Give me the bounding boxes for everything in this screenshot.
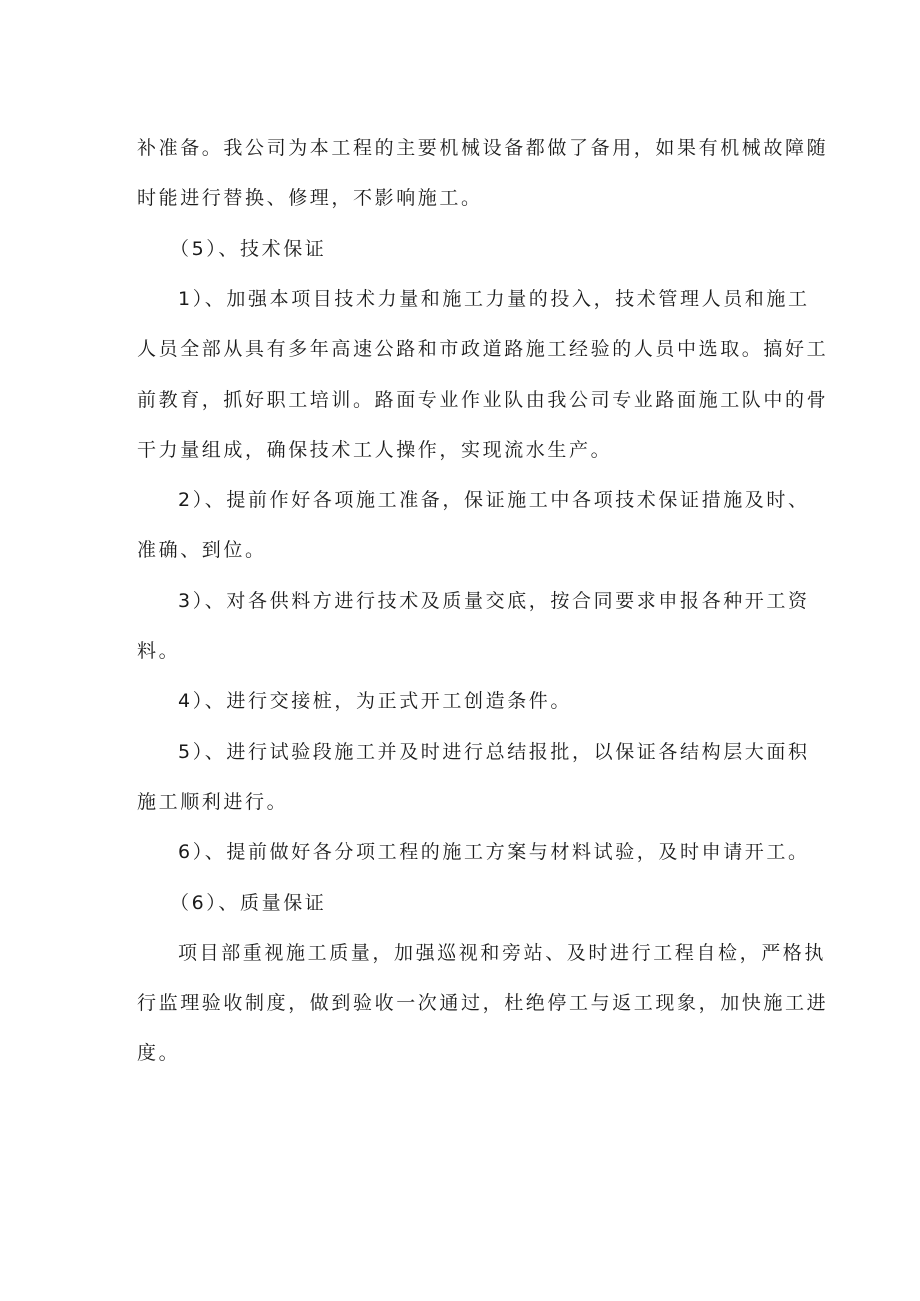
paragraph-line: 人员全部从具有多年高速公路和市政道路施工经验的人员中选取。搞好工 [137, 338, 829, 360]
paragraph-line: 6）、提前做好各分项工程的施工方案与材料试验，及时申请开工。 [178, 841, 810, 863]
paragraph-line: 3）、对各供料方进行技术及质量交底，按合同要求申报各种开工资 [178, 590, 810, 612]
section-heading: （5）、技术保证 [170, 238, 327, 260]
paragraph-line: 度。 [137, 1042, 181, 1064]
paragraph-line: 施工顺利进行。 [137, 791, 289, 813]
paragraph-line: 料。 [137, 640, 181, 662]
paragraph-line: 干力量组成，确保技术工人操作，实现流水生产。 [137, 439, 613, 461]
paragraph-line: 项目部重视施工质量，加强巡视和旁站、及时进行工程自检，严格执 [178, 942, 827, 964]
paragraph-line: 准确、到位。 [137, 539, 267, 561]
paragraph-line: 2）、提前作好各项施工准备，保证施工中各项技术保证措施及时、 [178, 489, 810, 511]
paragraph-line: 补准备。我公司为本工程的主要机械设备都做了备用，如果有机械故障随 [137, 137, 829, 159]
paragraph-line: 前教育，抓好职工培训。路面专业作业队由我公司专业路面施工队中的骨 [137, 389, 829, 411]
section-heading: （6）、质量保证 [170, 892, 327, 914]
paragraph-line: 5）、进行试验段施工并及时进行总结报批，以保证各结构层大面积 [178, 741, 810, 763]
paragraph-line: 4）、进行交接桩，为正式开工创造条件。 [178, 690, 572, 712]
paragraph-line: 1）、加强本项目技术力量和施工力量的投入，技术管理人员和施工 [178, 288, 810, 310]
paragraph-line: 时能进行替换、修理，不影响施工。 [137, 187, 483, 209]
paragraph-line: 行监理验收制度，做到验收一次通过，杜绝停工与返工现象，加快施工进 [137, 992, 829, 1014]
